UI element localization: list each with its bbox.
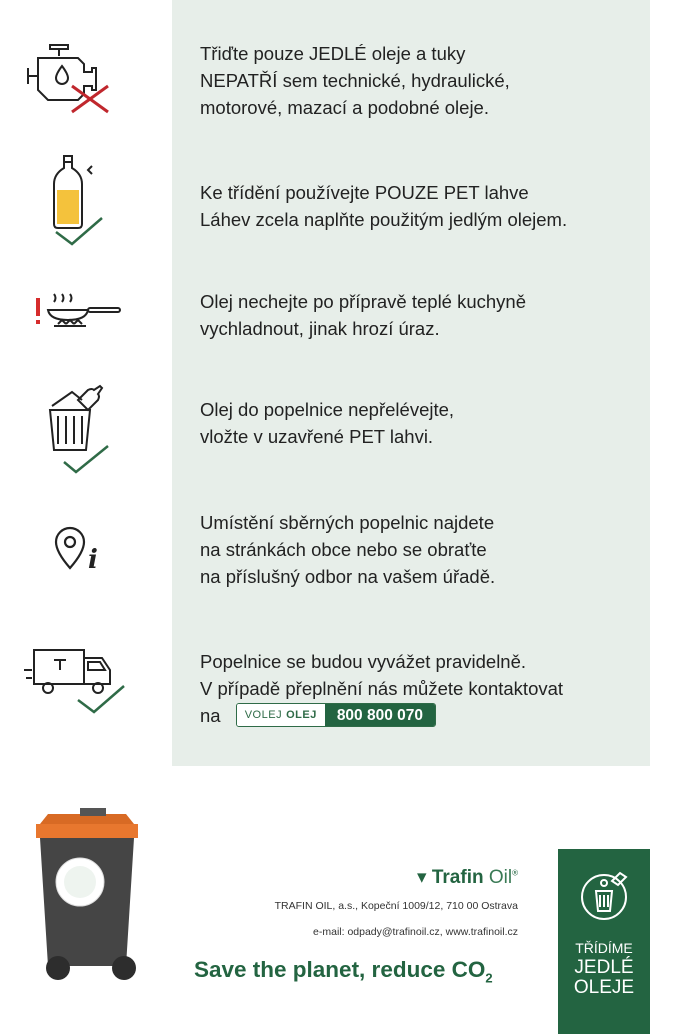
bin-bottle-check-icon [24,382,114,479]
location-info-icon [24,520,114,585]
rule-3-text: Olej nechejte po přípravě teplé kuchyně vychladnout, jinak hrozí úraz. [200,291,527,339]
rule-2-text: Ke třídění používejte POUZE PET lahve Láhev zcela naplňte použitým jedlým olejem. [200,182,568,230]
rule-4-text: Olej do popelnice nepřelévejte, vložte v uzavřené PET lahvi. [200,399,455,447]
rule-5-text: Umístění sběrných popelnic najdete na stránkách obce nebo se obraťte na příslušný odbor na vašem úřadě. [200,512,496,587]
svg-text:i: i [88,545,98,575]
slogan: Save the planet, reduce $CO_2$ [194,957,493,986]
engine-crossed-icon [24,40,114,120]
pet-bottle-check-icon [24,152,114,257]
rule-6-text: Popelnice se budou vyvážet pravidelně. V případě přeplnění nás můžete kontaktovat na VOLEJ OLEJ 800 800 070 [200,651,564,726]
tridime-jedle-oleje-badge: TŘÍDÍME JEDLÉ OLEJE [558,849,650,1034]
hotline-badge[interactable]: VOLEJ OLEJ 800 800 070 [236,703,436,727]
oil-collection-bin-image [22,800,152,995]
company-contact: e-mail: odpady@trafinoil.cz, www.trafinoil.cz [313,926,518,938]
truck-check-icon [24,640,134,725]
trafin-oil-logo: ▾ Trafin Oil® [417,867,518,888]
hotline-number: 800 800 070 [325,704,435,726]
frying-pan-warning-icon [24,288,124,341]
company-address: TRAFIN OIL, a.s., Kopeční 1009/12, 710 00 Ostrava [274,900,518,912]
rule-1-text: Třiďte pouze JEDLÉ oleje a tuky NEPATŘÍ sem technické, hydraulické, motorové, mazací a podobné oleje. [200,43,510,118]
